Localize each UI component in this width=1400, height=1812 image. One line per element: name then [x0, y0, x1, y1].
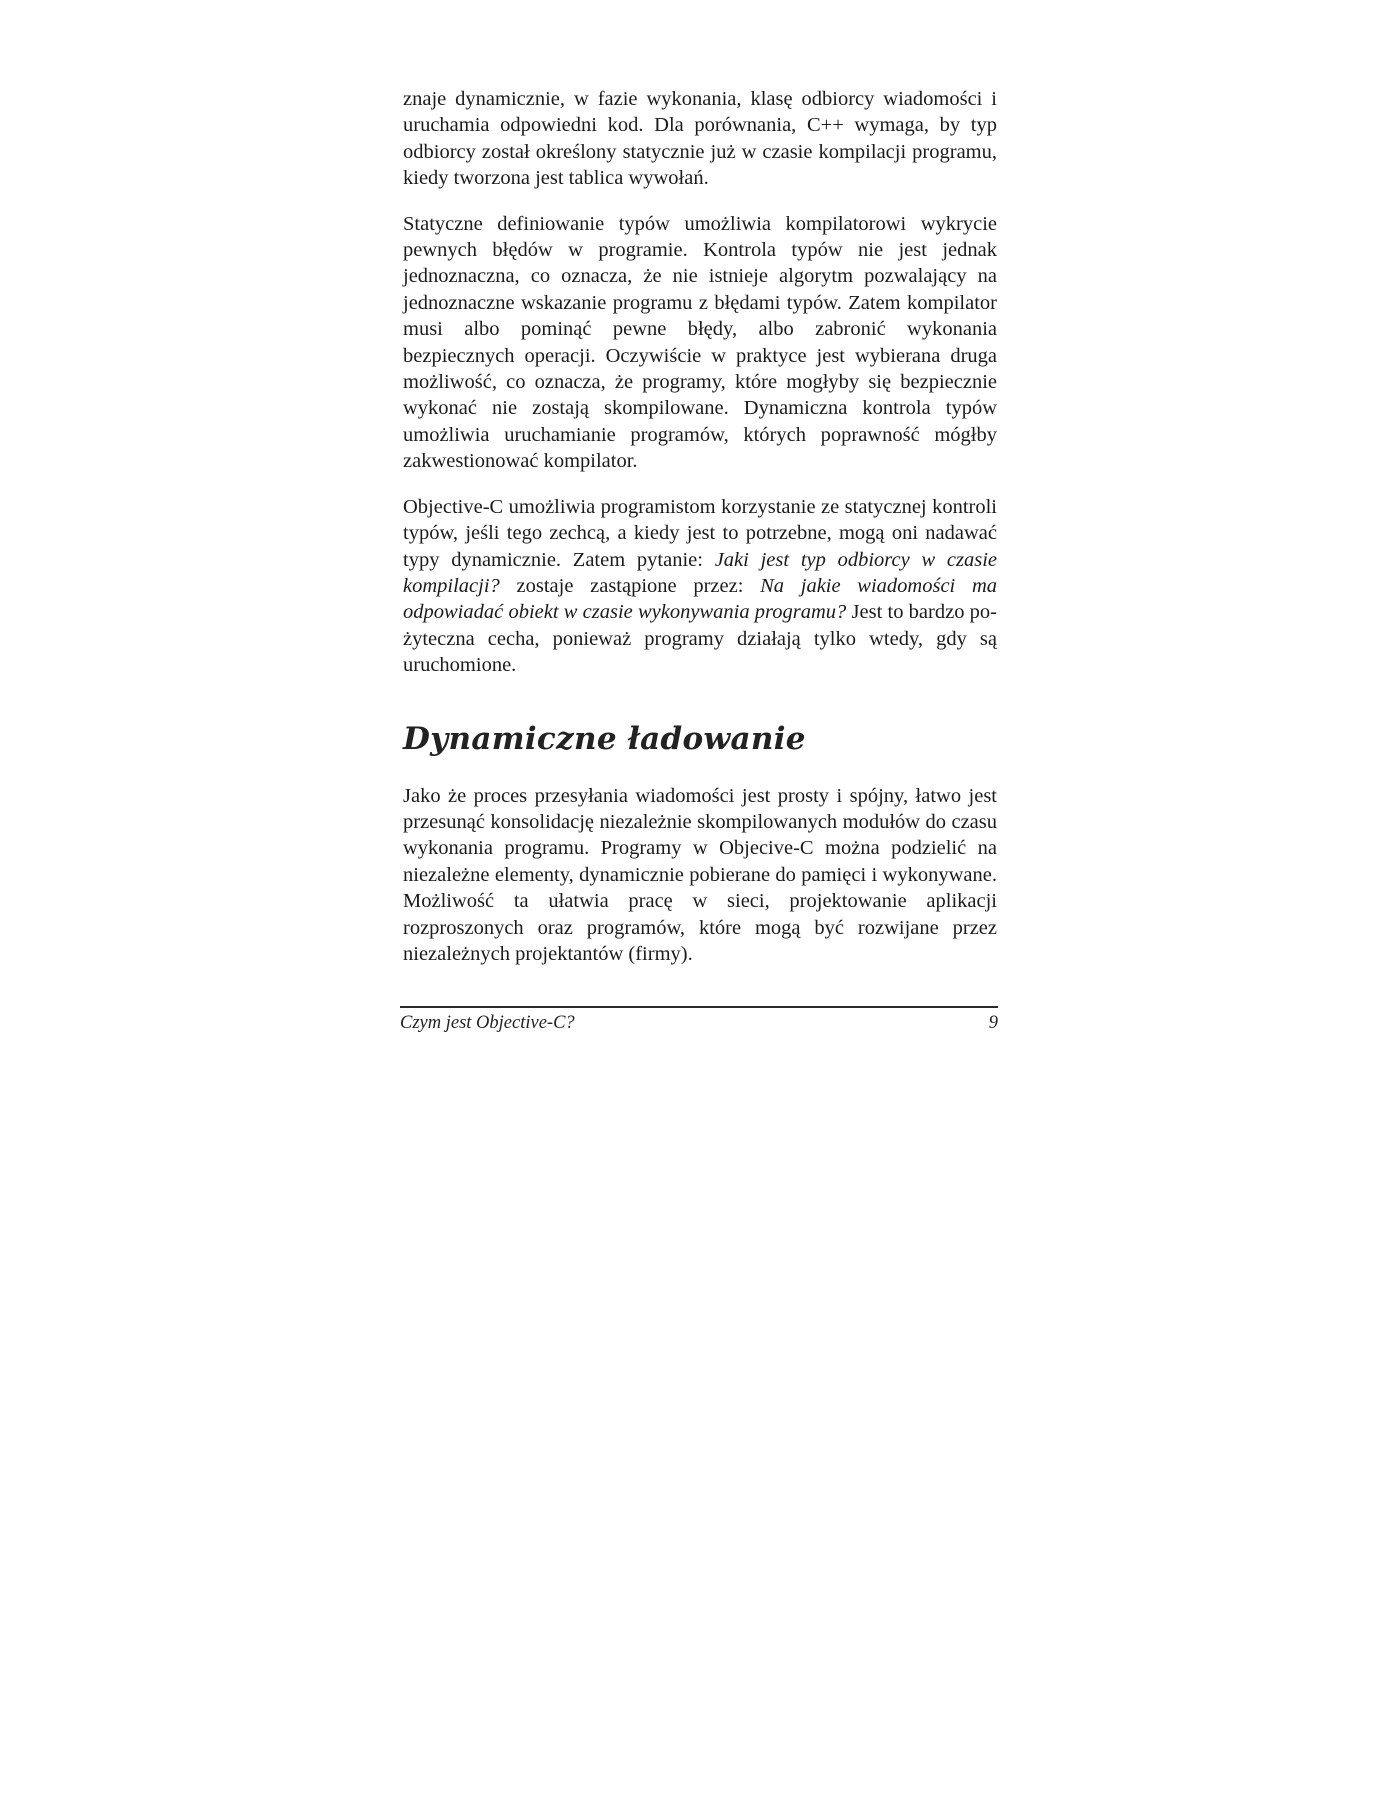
paragraph-1-text: znaje dynamicznie, w fazie wykonania, klasę odbiorcy wiadomości i uruchamia odpowiedni kod. Dla porównania, C++ wymaga, by typ odbiorcy został określony statycznie już w czasie kompilacji programu, kiedy tworzona jest tablica wywołań.	[403, 88, 997, 190]
paragraph-1	[403, 86, 997, 192]
footer-row	[400, 1012, 998, 1034]
footer-rule	[400, 1006, 998, 1008]
paragraph-3-text-c: Jest to bardzo pożyteczna cecha, ponieważ programy działają tylko wtedy, gdy są uruchomione.	[403, 601, 997, 677]
paragraph-3-italic-question-1: Jaki jest typ odbiorcy w czasie kompilacji?	[403, 548, 997, 597]
paragraph-2	[403, 211, 997, 475]
page-number: 9	[988, 1013, 998, 1033]
paragraph-3	[403, 494, 997, 679]
section-heading: Dynamiczne ładowanie	[403, 720, 806, 757]
section-paragraph: Jako że proces przesyłania wiadomości jest prosty i spójny, łatwo jest przesunąć konsolidację niezależnie skompilowanych modułów do czasu wykonania programu. Programy w Objecive-C można podzielić na niezależne elementy, dynamicznie pobierane do pamięci i wykonywane. Możliwość ta ułatwia pracę w sieci, projektowanie aplikacji rozproszonych oraz programów, które mogą być rozwijane przez niezależnych projektantów (firmy).	[403, 784, 997, 965]
paragraph-2-text: Statyczne definiowanie typów umożliwia kompilatorowi wykrycie pewnych błędów w programie. Kontrola typów nie jest jednak jednoznaczna, co oznacza, że nie istnieje algorytm pozwalający na jednoznaczne wskazanie programu z błędami typów. Zatem kompilator musi albo pominąć pewne błędy, albo zabronić wykonania bezpiecznych operacji. Oczywiście w praktyce jest wybierana druga możliwość, co oznacza, że programy, które mogłyby się bezpiecznie wykonać nie zostają skompilowane. Dynamiczna kontrola typów umożliwia uruchamianie programów, których poprawność mógłby zakwestionować kompilator.	[403, 212, 997, 473]
page-body	[403, 86, 997, 986]
page-footer	[400, 1006, 998, 1034]
paragraph-3-text-a: Objective-C umożliwia programistom korzystanie ze statycznej kontroli typów, jeśli tego zechcą, a kiedy jest to potrzebne, mogą oni nadawać typy dynamicznie. Zatem pytanie:	[403, 495, 997, 571]
footer-title: Czym jest Objective-C?	[400, 1013, 575, 1033]
paragraph-3-italic-question-2: Na jakie wiadomości ma odpowiadać obiekt w czasie wykonywania programu?	[403, 574, 998, 624]
paragraph-3-text-b: zostaje zastąpione przez:	[499, 574, 761, 597]
